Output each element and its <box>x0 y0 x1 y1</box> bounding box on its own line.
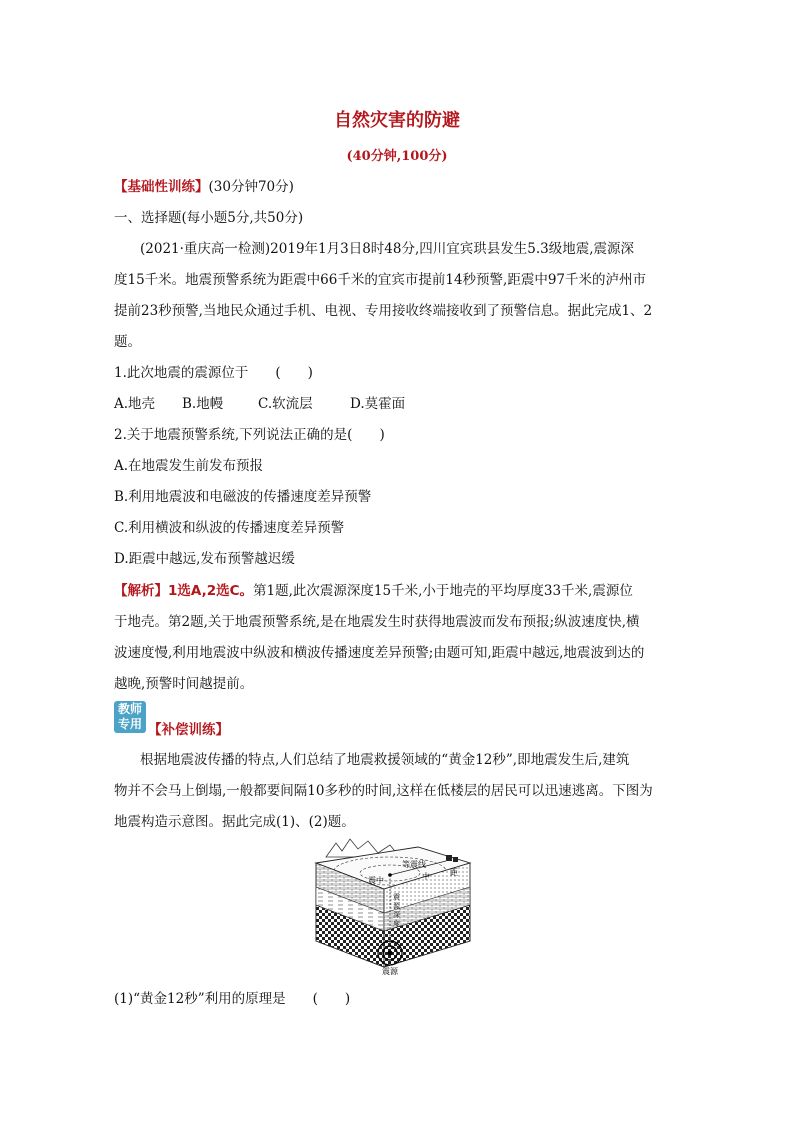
part1-heading: 一、选择题(每小题5分,共50分) <box>114 210 304 226</box>
section-basic-note: (30分钟70分) <box>208 179 294 195</box>
page-title: 自然灾害的防避 <box>334 110 460 131</box>
analysis-tag: 【解析】 <box>114 583 168 599</box>
passage2-line: 物并不会马上倒塌,一般都要间隔10多秒的时间,这样在低楼层的居民可以迅速逃离。下图为 <box>114 783 653 799</box>
q2-option-c: C.利用横波和纵波的传播速度差异预警 <box>114 520 345 536</box>
earthquake-structure-diagram <box>298 835 488 975</box>
label-depth-3: 深 <box>393 911 400 919</box>
badge-line-1: 教师 <box>117 702 142 716</box>
passage-line: 提前23秒预警,当地民众通过手机、电视、专用接收终端接收到了预警信息。据此完成1、2 <box>114 303 653 319</box>
section-basic-tag: 【基础性训练】 <box>114 179 209 195</box>
building-icon <box>453 857 458 862</box>
passage-line: 题。 <box>114 334 141 350</box>
question-2-stem: 2.关于地震预警系统,下列说法正确的是( ) <box>114 427 385 443</box>
badge-line-2: 专用 <box>117 717 142 731</box>
label-depth-2: 源 <box>393 902 400 910</box>
label-focus: 震源 <box>382 967 398 975</box>
passage2-line: 根据地震波传播的特点,人们总结了地震救援领域的“黄金12秒”,即地震发生后,建筑 <box>140 752 630 768</box>
label-depth-1: 震 <box>393 893 400 901</box>
question-1-options <box>114 394 405 414</box>
q1-option-d: D.莫霍面 <box>350 396 406 412</box>
question-3-stem: (1)“黄金12秒”利用的原理是 ( ) <box>114 991 351 1007</box>
building-icon <box>446 855 452 861</box>
analysis-text: 第1题,此次震源深度15千米,小于地壳的平均厚度33千米,震源位 <box>253 583 633 599</box>
label-isoseismal: 等震线 <box>402 860 426 869</box>
section-supplement-label: 【补偿训练】 <box>148 722 229 738</box>
analysis-line: 于地壳。第2题,关于地震预警系统,是在地震发生时获得地震波而发布预报;纵波速度快,横 <box>114 614 640 630</box>
label-depth-4: 度 <box>393 920 400 928</box>
q1-option-c: C.软流层 <box>258 396 313 412</box>
analysis-line: 波速度慢,利用地震波中纵波和横波传播速度差异预警;由题可知,距震中越远,地震波到达的 <box>114 645 645 661</box>
label-distance: 距 <box>450 868 458 877</box>
q2-option-b: B.利用地震波和电磁波的传播速度差异预警 <box>114 489 372 505</box>
passage-line: 度15千米。地震预警系统为距震中66千米的宜宾市提前14秒预警,距震中97千米的泸州市 <box>114 272 647 288</box>
q2-option-a: A.在地震发生前发布预报 <box>114 458 264 474</box>
question-1-stem: 1.此次地震的震源位于 ( ) <box>114 365 313 381</box>
q1-option-b: B.地幔 <box>182 396 224 412</box>
q1-option-a: A.地壳 <box>114 396 156 412</box>
section-basic-heading <box>114 177 294 197</box>
label-epicenter: 震中 <box>368 876 384 885</box>
label-mid: 中 <box>422 872 430 881</box>
teacher-only-badge <box>114 701 146 733</box>
passage2-line: 地震构造示意图。据此完成(1)、(2)题。 <box>114 814 355 830</box>
analysis-answer: 1选A,2选C。 <box>168 583 254 599</box>
focus-point <box>388 951 393 956</box>
page-subtitle: (40分钟,100分) <box>346 149 448 164</box>
q2-option-d: D.距震中越远,发布预警越迟缓 <box>114 551 295 567</box>
analysis-line: 越晚,预警时间越提前。 <box>114 676 254 692</box>
analysis-line <box>114 581 633 601</box>
passage-line: (2021·重庆高一检测)2019年1月3日8时48分,四川宜宾珙县发生5.3级地震,震源深 <box>140 241 635 257</box>
section-supplement-tag <box>148 720 229 740</box>
